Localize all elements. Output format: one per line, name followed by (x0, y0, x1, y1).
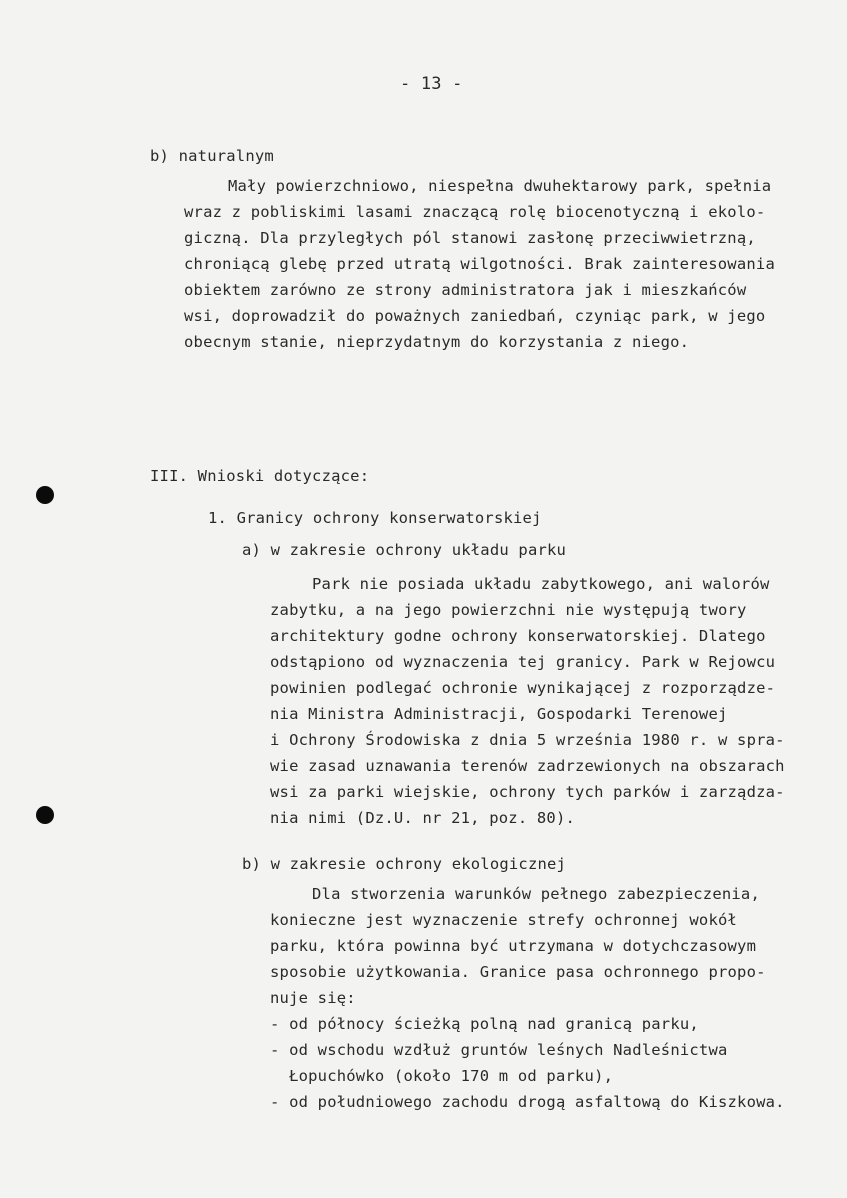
sub-a-paragraph-line: i Ochrony Środowiska z dnia 5 września 1980 r. w spra- (270, 731, 785, 749)
sub-a-paragraph-line: powinien podlegać ochronie wynikającej z rozporządze- (270, 679, 776, 697)
section-b-heading: b) naturalnym (150, 147, 274, 165)
section-b-paragraph-line: Mały powierzchniowo, niespełna dwuhektarowy park, spełnia (228, 177, 772, 195)
section-b-paragraph-line: giczną. Dla przyległych pól stanowi zasłonę przeciwwietrzną, (184, 229, 756, 247)
sub-b-paragraph-line: konieczne jest wyznaczenie strefy ochronnej wokół (270, 911, 738, 929)
sub-a-paragraph-line: wsi za parki wiejskie, ochrony tych parków i zarządza- (270, 783, 785, 801)
protection-list-item: - od północy ścieżką polną nad granicą parku, (270, 1015, 699, 1033)
section-b-paragraph-line: chroniącą glebę przed utratą wilgotności. Brak zainteresowania (184, 255, 775, 273)
sub-a-paragraph-line: nia nimi (Dz.U. nr 21, poz. 80). (270, 809, 576, 827)
sub-a-paragraph-line: odstąpiono od wyznaczenia tej granicy. Park w Rejowcu (270, 653, 776, 671)
punch-hole (36, 486, 54, 504)
sub-b-paragraph-line: nuje się: (270, 989, 356, 1007)
sub-a-paragraph-line: architektury godne ochrony konserwatorskiej. Dlatego (270, 627, 766, 645)
sub-b-paragraph-line: Dla stworzenia warunków pełnego zabezpieczenia, (312, 885, 760, 903)
sub-b-paragraph-line: sposobie użytkowania. Granice pasa ochronnego propo- (270, 963, 766, 981)
sub-a-heading: a) w zakresie ochrony układu parku (242, 541, 567, 559)
section-b-paragraph-line: obecnym stanie, nieprzydatnym do korzystania z niego. (184, 333, 690, 351)
item-1-heading: 1. Granicy ochrony konserwatorskiej (208, 509, 542, 527)
protection-list-item: - od wschodu wzdłuż gruntów leśnych Nadleśnictwa (270, 1041, 728, 1059)
protection-list-item: Łopuchówko (około 170 m od parku), (270, 1067, 614, 1085)
sub-a-paragraph-line: zabytku, a na jego powierzchni nie występują twory (270, 601, 747, 619)
sub-b-paragraph-line: parku, która powinna być utrzymana w dotychczasowym (270, 937, 757, 955)
sub-a-paragraph-line: wie zasad uznawania terenów zadrzewionych na obszarach (270, 757, 785, 775)
section-iii-heading: III. Wnioski dotyczące: (150, 467, 370, 485)
punch-hole (36, 806, 54, 824)
sub-a-paragraph-line: nia Ministra Administracji, Gospodarki Terenowej (270, 705, 728, 723)
protection-list-item: - od południowego zachodu drogą asfaltową do Kiszkowa. (270, 1093, 785, 1111)
page-number: - 13 - (400, 74, 463, 94)
section-b-paragraph-line: wsi, doprowadził do poważnych zaniedbań, czyniąc park, w jego (184, 307, 766, 325)
sub-b-heading: b) w zakresie ochrony ekologicznej (242, 855, 567, 873)
section-b-paragraph-line: wraz z pobliskimi lasami znaczącą rolę biocenotyczną i ekolo- (184, 203, 766, 221)
sub-a-paragraph-line: Park nie posiada układu zabytkowego, ani walorów (312, 575, 770, 593)
section-b-paragraph-line: obiektem zarówno ze strony administratora jak i mieszkańców (184, 281, 747, 299)
